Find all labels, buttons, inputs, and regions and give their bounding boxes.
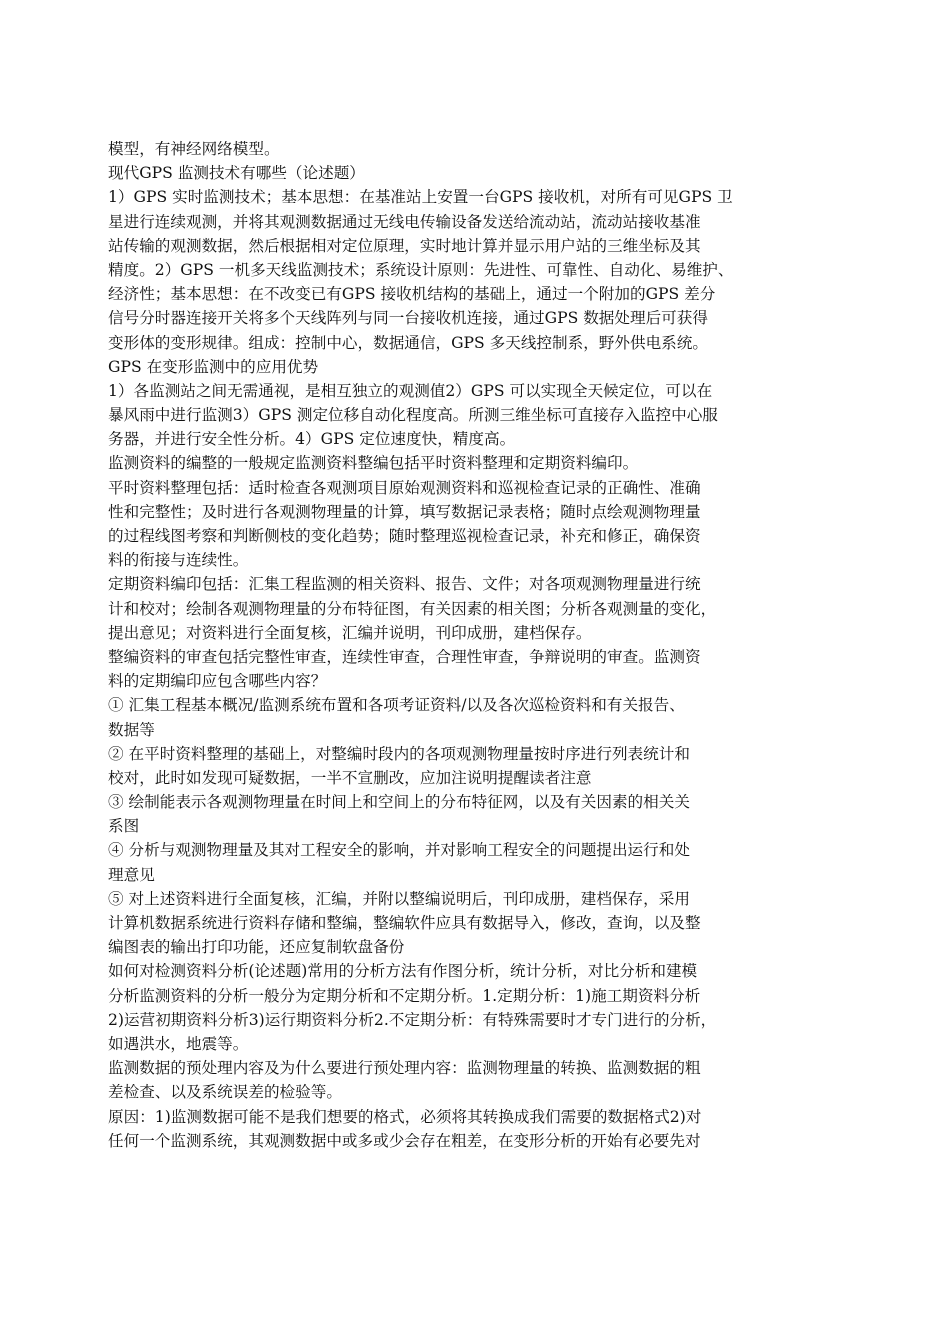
- text-line: 站传输的观测数据，然后根据相对定位原理，实时地计算并显示用户站的三维坐标及其: [108, 236, 701, 255]
- text-line: 星进行连续观测，并将其观测数据通过无线电传输设备发送给流动站，流动站接收基准: [108, 212, 701, 231]
- text-line: 性和完整性；及时进行各观测物理量的计算，填写数据记录表格；随时点绘观测物理量: [108, 502, 701, 521]
- text-line: 编图表的输出打印功能，还应复制软盘备份: [108, 938, 405, 957]
- text-line: 如何对检测资料分析(论述题)常用的分析方法有作图分析，统计分析，对比分析和建模: [108, 962, 698, 981]
- text-line: 模型，有神经网络模型。: [108, 140, 280, 158]
- list-item-4: ④ 分析与观测物理量及其对工程安全的影响，并对影响工程安全的问题提出运行和处: [108, 841, 690, 860]
- text-line: 平时资料整理包括：适时检查各观测项目原始观测资料和巡视检查记录的正确性、准确: [108, 478, 701, 497]
- text-line: 监测数据的预处理内容及为什么要进行预处理内容：监测物理量的转换、监测数据的粗: [108, 1059, 701, 1078]
- text-line: 料的定期编印应包含哪些内容？: [108, 672, 327, 691]
- text-line: 变形体的变形规律。组成：控制中心，数据通信，GPS 多天线控制系，野外供电系统。: [108, 333, 708, 352]
- section-heading: GPS 在变形监测中的应用优势: [108, 357, 319, 376]
- text-line: 数据等: [108, 720, 155, 739]
- text-line: 理意见: [108, 865, 155, 884]
- document-body: [108, 137, 848, 1153]
- text-line: 定期资料编印包括：汇集工程监测的相关资料、报告、文件；对各项观测物理量进行统: [108, 575, 701, 594]
- text-line: 系图: [108, 817, 140, 836]
- list-item-5: ⑤ 对上述资料进行全面复核，汇编，并附以整编说明后，刊印成册，建档保存，采用: [108, 889, 690, 908]
- text-line: 整编资料的审查包括完整性审查，连续性审查，合理性审查，争辩说明的审查。监测资: [108, 647, 701, 666]
- text-line: 精度。2）GPS 一机多天线监测技术；系统设计原则：先进性、可靠性、自动化、易维护、: [108, 260, 734, 279]
- text-line: 暴风雨中进行监测3）GPS 测定位移自动化程度高。所测三维坐标可直接存入监控中心服: [108, 406, 718, 425]
- text-line: 监测资料的编整的一般规定监测资料整编包括平时资料整理和定期资料编印。: [108, 454, 639, 473]
- text-line: 分析监测资料的分析一般分为定期分析和不定期分析。1.定期分析：1)施工期资料分析: [108, 986, 701, 1005]
- list-item-2: ② 在平时资料整理的基础上，对整编时段内的各项观测物理量按时序进行列表统计和: [108, 744, 690, 763]
- section-heading: 现代GPS 监测技术有哪些（论述题）: [108, 164, 365, 183]
- text-line: 校对，此时如发现可疑数据，一半不宣删改，应加注说明提醒读者注意: [108, 768, 592, 787]
- text-line: 经济性；基本思想：在不改变已有GPS 接收机结构的基础上，通过一个附加的GPS 差分: [108, 285, 716, 304]
- text-line: 的过程线图考察和判断侧枝的变化趋势；随时整理巡视检查记录，补充和修正，确保资: [108, 527, 701, 545]
- text-line: 务器，并进行安全性分析。4）GPS 定位速度快，精度高。: [108, 430, 516, 449]
- text-line: 料的衔接与连续性。: [108, 551, 249, 570]
- list-item-1: ① 汇集工程基本概况/监测系统布置和各项考证资料/以及各次巡检资料和有关报告、: [108, 696, 685, 715]
- text-line: 原因：1)监测数据可能不是我们想要的格式，必须将其转换成我们需要的数据格式2)对: [108, 1107, 702, 1126]
- text-line: 1）GPS 实时监测技术；基本思想：在基准站上安置一台GPS 接收机，对所有可见GPS 卫: [108, 188, 733, 207]
- text-line: 计和校对；绘制各观测物理量的分布特征图，有关因素的相关图；分析各观测量的变化，: [108, 599, 717, 618]
- text-line: 任何一个监测系统，其观测数据中或多或少会存在粗差，在变形分析的开始有必要先对: [108, 1131, 701, 1150]
- list-item-3: ③ 绘制能表示各观测物理量在时间上和空间上的分布特征网，以及有关因素的相关关: [108, 793, 690, 812]
- text-line: 计算机数据系统进行资料存储和整编，整编软件应具有数据导入，修改，查询，以及整: [108, 914, 701, 932]
- text-line: 信号分时器连接开关将多个天线阵列与同一台接收机连接，通过GPS 数据处理后可获得: [108, 309, 708, 328]
- text-line: 提出意见；对资料进行全面复核，汇编并说明，刊印成册，建档保存。: [108, 623, 592, 642]
- text-line: 差检查、以及系统误差的检验等。: [108, 1083, 342, 1102]
- text-line: 如遇洪水，地震等。: [108, 1034, 249, 1053]
- text-line: 1）各监测站之间无需通视，是相互独立的观测值2）GPS 可以实现全天候定位，可以在: [108, 381, 713, 400]
- text-line: 2)运营初期资料分析3)运行期资料分析2.不定期分析：有特殊需要时才专门进行的分析，: [108, 1010, 717, 1029]
